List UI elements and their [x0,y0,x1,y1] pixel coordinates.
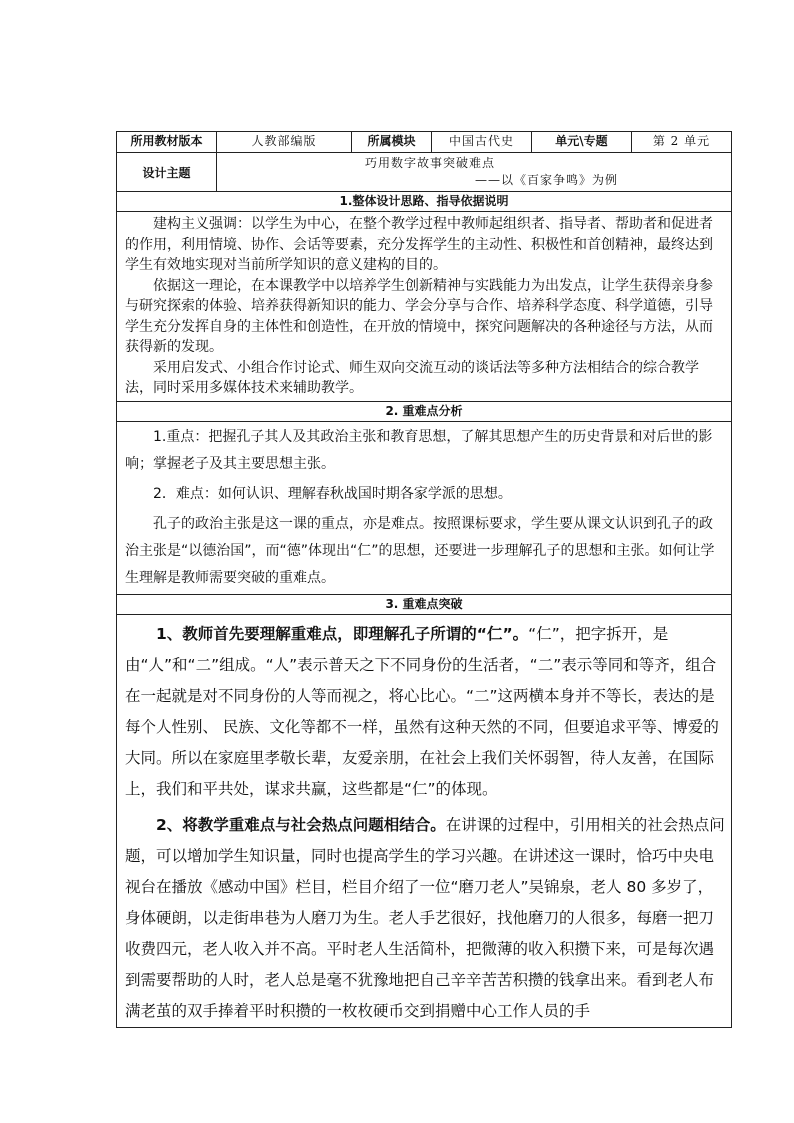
section3-point-1: 1、教师首先要理解重难点，即理解孔子所谓的“仁”。 [156,624,529,643]
edition-label: 所用教材版本 [117,132,217,153]
section2-paragraph: 2．难点：如何认识、理解春秋战国时期各家学派的思想。 [153,485,512,502]
info-row [117,132,732,153]
topic-label: 设计主题 [117,153,217,192]
section1-heading: 1.整体设计思路、指导依据说明 [117,192,732,212]
topic-subtitle: ——以《百家争鸣》为例 [475,173,619,187]
module-label: 所属模块 [352,132,432,153]
section3-paragraph-2 [125,810,725,1027]
section2-heading-row [117,401,732,421]
edition-value: 人教部编版 [217,132,352,153]
section1-paragraph: 依据这一理论，在本课教学中以培养学生创新精神与实践能力为出发点，让学生获得亲身参与研究探索的体验、培养获得新知识的能力、学会分享与合作、培养科学态度、科学道德，引导学生充分发挥自身的主体性和创造性，在开放的情境中，探究问题解决的各种途径与方法，从而获得新的发现。 [125,277,713,355]
section1-heading-row [117,192,732,212]
unit-value: 第 2 单元 [632,132,732,153]
module-value: 中国古代史 [432,132,532,153]
section3-body-row [117,614,732,1027]
topic-content [217,153,732,192]
section2-paragraph: 1.重点：把握孔子其人及其政治主张和教育思想，了解其思想产生的历史背景和对后世的影响；掌握老子及其主要思想主张。 [125,428,713,472]
section2-body-row [117,421,732,594]
topic-row [117,153,732,192]
topic-title: 巧用数字故事突破难点 [365,156,496,170]
section3-body [117,614,732,1027]
section2-paragraph: 孔子的政治主张是这一课的重点，亦是难点。按照课标要求，学生要从课文认识到孔子的政治主张是“以德治国”，而“德”体现出“仁”的思想，还要进一步理解孔子的思想和主张。如何让学生理解是教师需要突破的重难点。 [125,515,715,586]
section3-heading-row [117,594,732,614]
unit-label: 单元\专题 [532,132,632,153]
section1-paragraph: 建构主义强调：以学生为中心，在整个教学过程中教师起组织者、指导者、帮助者和促进者的作用，利用情境、协作、会话等要素，充分发挥学生的主动性、积极性和首创精神，最终达到学生有效地实现对当前所学知识的意义建构的目的。 [125,216,713,273]
section1-body [117,212,732,402]
section3-heading: 3. 重难点突破 [117,594,732,614]
lesson-design-table [116,131,732,1028]
section1-paragraph: 采用启发式、小组合作讨论式、师生双向交流互动的谈话法等多种方法相结合的综合教学法，同时采用多媒体技术来辅助教学。 [125,359,699,396]
section3-text-2: 在讲课的过程中，引用相关的社会热点问题，可以增加学生知识量，同时也提高学生的学习兴趣。在讲述这一课时，恰巧中央电视台在播放《感动中国》栏目，栏目介绍了一位“磨刀老人”吴锦泉，老人 80 多岁了，身体硬朗，以走街串巷为人磨刀为生。老人手艺很好，找他磨刀的人很多，每磨一把刀收费四元，老人收入并不高。平时老人生活简朴，把微薄的收入积攒下来，可是每次遇到需要帮助的人时，老人总是毫不犹豫地把自己辛辛苦苦积攒的钱拿出来。看到老人布满老茧的双手捧着平时积攒的一枚枚硬币交到捐赠中心工作人员的手 [125,815,725,1020]
section3-text-1: “仁”，把字拆开，是由“人”和“二”组成。“人”表示普天之下不同身份的生活者，“二”表示等同和等齐，组合在一起就是对不同身份的人等而视之，将心比心。“二”这两横本身并不等长，表达的是每个人性别、 民族、文化等都不一样，虽然有这种天然的不同，但要追求平等、博爱的大同。所以在家庭里孝敬长辈，友爱亲朋，在社会上我们关怀弱智，待人友善，在国际上，我们和平共处，谋求共赢，这些都是“仁”的体现。 [125,624,719,798]
section2-body [117,421,732,594]
section2-heading: 2. 重难点分析 [117,401,732,421]
section3-point-2: 2、将教学重难点与社会热点问题相结合。 [156,815,446,834]
section1-body-row [117,212,732,402]
section3-paragraph-1 [125,619,725,805]
